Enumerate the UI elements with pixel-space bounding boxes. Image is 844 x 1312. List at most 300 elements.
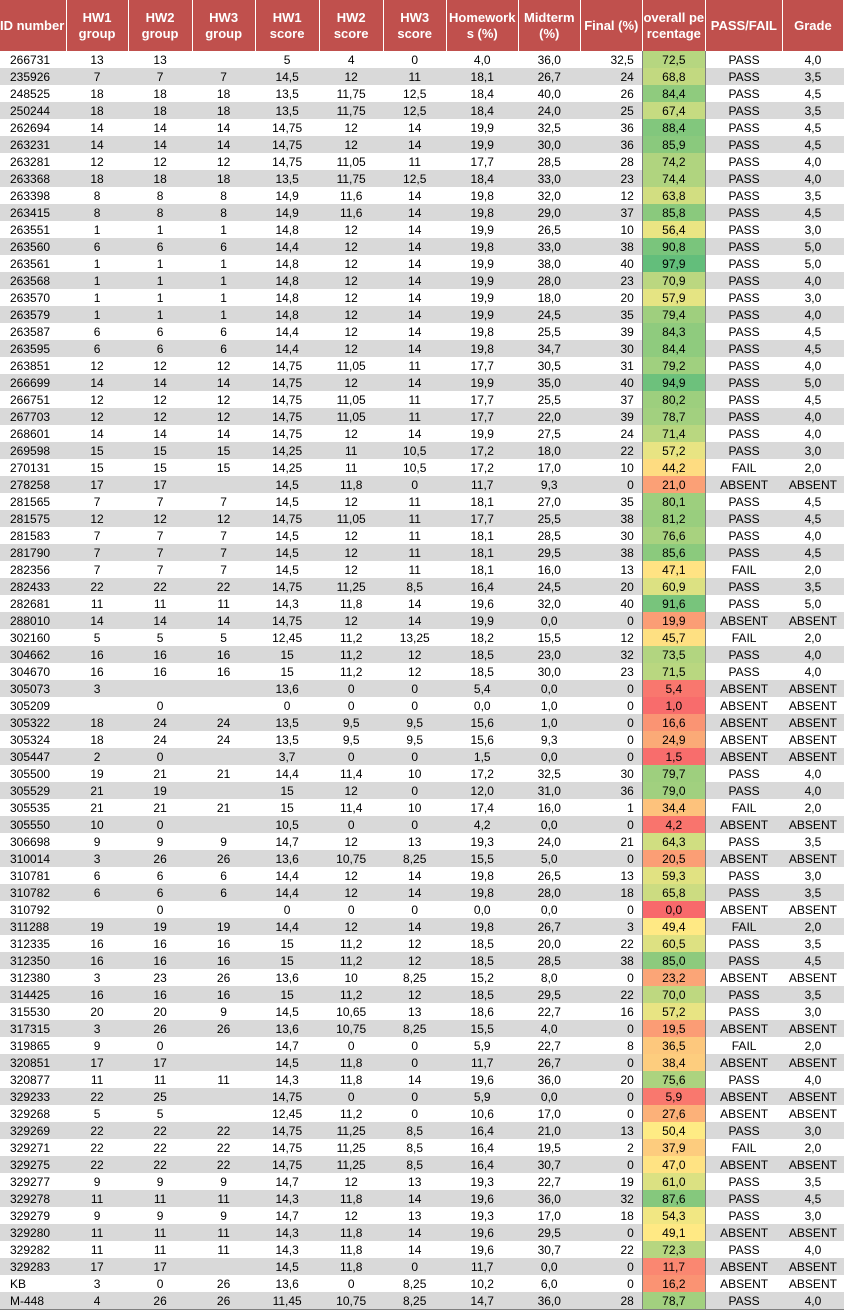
- final-pct-cell[interactable]: 32: [580, 646, 642, 663]
- final-pct-cell[interactable]: 0: [580, 1156, 642, 1173]
- homeworks-pct-cell[interactable]: 18,2: [446, 629, 518, 646]
- pass-fail-cell[interactable]: PASS: [705, 578, 782, 595]
- midterm-pct-cell[interactable]: 32,5: [518, 119, 580, 136]
- hw2-group-cell[interactable]: 8: [128, 204, 192, 221]
- hw2-score-cell[interactable]: 11,2: [319, 952, 383, 969]
- final-pct-cell[interactable]: 38: [580, 952, 642, 969]
- homeworks-pct-cell[interactable]: 12,0: [446, 782, 518, 799]
- hw2-group-cell[interactable]: 9: [128, 1173, 192, 1190]
- hw3-score-cell[interactable]: 14: [383, 1071, 446, 1088]
- id-number-cell[interactable]: 329277: [0, 1173, 66, 1190]
- hw1-group-cell[interactable]: 16: [66, 646, 128, 663]
- hw1-score-cell[interactable]: 14,5: [255, 1258, 319, 1275]
- hw1-group-cell[interactable]: 7: [66, 561, 128, 578]
- homeworks-pct-cell[interactable]: 19,9: [446, 119, 518, 136]
- midterm-pct-cell[interactable]: 32,5: [518, 765, 580, 782]
- id-number-cell[interactable]: 302160: [0, 629, 66, 646]
- final-pct-cell[interactable]: 21: [580, 833, 642, 850]
- overall-pct-cell[interactable]: 88,4: [642, 119, 705, 136]
- homeworks-pct-cell[interactable]: 18,1: [446, 561, 518, 578]
- homeworks-pct-cell[interactable]: 0,0: [446, 901, 518, 918]
- midterm-pct-cell[interactable]: 24,5: [518, 306, 580, 323]
- pass-fail-cell[interactable]: PASS: [705, 170, 782, 187]
- hw2-group-cell[interactable]: 14: [128, 374, 192, 391]
- hw2-score-cell[interactable]: 12: [319, 425, 383, 442]
- header-grade[interactable]: Grade: [782, 0, 843, 51]
- pass-fail-cell[interactable]: PASS: [705, 136, 782, 153]
- homeworks-pct-cell[interactable]: 11,7: [446, 1258, 518, 1275]
- grade-cell[interactable]: ABSENT: [782, 850, 843, 867]
- final-pct-cell[interactable]: 36: [580, 119, 642, 136]
- hw1-group-cell[interactable]: 12: [66, 357, 128, 374]
- hw2-score-cell[interactable]: 12: [319, 340, 383, 357]
- hw3-score-cell[interactable]: 13: [383, 1173, 446, 1190]
- homeworks-pct-cell[interactable]: 18,6: [446, 1003, 518, 1020]
- hw3-score-cell[interactable]: 8,5: [383, 1139, 446, 1156]
- id-number-cell[interactable]: 266699: [0, 374, 66, 391]
- hw3-group-cell[interactable]: 14: [192, 119, 255, 136]
- hw2-group-cell[interactable]: 1: [128, 272, 192, 289]
- final-pct-cell[interactable]: 1: [580, 799, 642, 816]
- final-pct-cell[interactable]: 19: [580, 1173, 642, 1190]
- hw3-score-cell[interactable]: 14: [383, 425, 446, 442]
- hw3-group-cell[interactable]: 26: [192, 850, 255, 867]
- final-pct-cell[interactable]: 13: [580, 561, 642, 578]
- hw2-score-cell[interactable]: 11,25: [319, 1122, 383, 1139]
- final-pct-cell[interactable]: 13: [580, 867, 642, 884]
- hw2-group-cell[interactable]: 11: [128, 595, 192, 612]
- final-pct-cell[interactable]: 0: [580, 731, 642, 748]
- midterm-pct-cell[interactable]: 0,0: [518, 680, 580, 697]
- homeworks-pct-cell[interactable]: 17,7: [446, 510, 518, 527]
- midterm-pct-cell[interactable]: 30,5: [518, 357, 580, 374]
- hw1-group-cell[interactable]: 11: [66, 1224, 128, 1241]
- final-pct-cell[interactable]: 0: [580, 1224, 642, 1241]
- hw2-score-cell[interactable]: 11,05: [319, 510, 383, 527]
- hw2-group-cell[interactable]: 24: [128, 714, 192, 731]
- hw2-group-cell[interactable]: 18: [128, 102, 192, 119]
- hw3-group-cell[interactable]: 26: [192, 1292, 255, 1310]
- overall-pct-cell[interactable]: 38,4: [642, 1054, 705, 1071]
- hw2-group-cell[interactable]: 17: [128, 1258, 192, 1275]
- id-number-cell[interactable]: 263595: [0, 340, 66, 357]
- hw2-score-cell[interactable]: 12: [319, 884, 383, 901]
- grade-cell[interactable]: 4,5: [782, 119, 843, 136]
- hw2-score-cell[interactable]: 0: [319, 697, 383, 714]
- id-number-cell[interactable]: KB: [0, 1275, 66, 1292]
- hw2-score-cell[interactable]: 10,75: [319, 1020, 383, 1037]
- hw1-group-cell[interactable]: 6: [66, 340, 128, 357]
- hw3-score-cell[interactable]: 14: [383, 306, 446, 323]
- hw3-score-cell[interactable]: 0: [383, 51, 446, 68]
- hw3-group-cell[interactable]: [192, 1105, 255, 1122]
- hw1-group-cell[interactable]: 7: [66, 527, 128, 544]
- id-number-cell[interactable]: 312350: [0, 952, 66, 969]
- header-hw2-group[interactable]: HW2 group: [128, 0, 192, 51]
- overall-pct-cell[interactable]: 20,5: [642, 850, 705, 867]
- homeworks-pct-cell[interactable]: 5,9: [446, 1088, 518, 1105]
- hw1-score-cell[interactable]: 15: [255, 782, 319, 799]
- hw3-group-cell[interactable]: 26: [192, 1020, 255, 1037]
- hw3-group-cell[interactable]: 15: [192, 459, 255, 476]
- midterm-pct-cell[interactable]: 0,0: [518, 816, 580, 833]
- hw2-group-cell[interactable]: 17: [128, 1054, 192, 1071]
- grade-cell[interactable]: 2,0: [782, 1037, 843, 1054]
- hw3-score-cell[interactable]: 0: [383, 697, 446, 714]
- final-pct-cell[interactable]: 30: [580, 340, 642, 357]
- grade-cell[interactable]: 5,0: [782, 595, 843, 612]
- pass-fail-cell[interactable]: PASS: [705, 1071, 782, 1088]
- midterm-pct-cell[interactable]: 9,3: [518, 476, 580, 493]
- hw2-score-cell[interactable]: 11,8: [319, 595, 383, 612]
- midterm-pct-cell[interactable]: 16,0: [518, 561, 580, 578]
- overall-pct-cell[interactable]: 85,9: [642, 136, 705, 153]
- final-pct-cell[interactable]: 8: [580, 1037, 642, 1054]
- overall-pct-cell[interactable]: 65,8: [642, 884, 705, 901]
- overall-pct-cell[interactable]: 34,4: [642, 799, 705, 816]
- hw3-group-cell[interactable]: [192, 680, 255, 697]
- final-pct-cell[interactable]: 13: [580, 1122, 642, 1139]
- header-homeworks-pct[interactable]: Homeworks (%): [446, 0, 518, 51]
- id-number-cell[interactable]: 329275: [0, 1156, 66, 1173]
- hw2-score-cell[interactable]: 11,25: [319, 578, 383, 595]
- midterm-pct-cell[interactable]: 26,7: [518, 918, 580, 935]
- homeworks-pct-cell[interactable]: 17,7: [446, 408, 518, 425]
- hw2-score-cell[interactable]: 12: [319, 493, 383, 510]
- pass-fail-cell[interactable]: PASS: [705, 663, 782, 680]
- hw3-group-cell[interactable]: 6: [192, 238, 255, 255]
- overall-pct-cell[interactable]: 60,9: [642, 578, 705, 595]
- hw1-score-cell[interactable]: 14,3: [255, 1224, 319, 1241]
- hw1-group-cell[interactable]: 15: [66, 459, 128, 476]
- midterm-pct-cell[interactable]: 0,0: [518, 1258, 580, 1275]
- hw2-score-cell[interactable]: 11,05: [319, 153, 383, 170]
- hw2-score-cell[interactable]: 12: [319, 68, 383, 85]
- id-number-cell[interactable]: 262694: [0, 119, 66, 136]
- pass-fail-cell[interactable]: PASS: [705, 935, 782, 952]
- hw1-score-cell[interactable]: 14,4: [255, 884, 319, 901]
- hw1-score-cell[interactable]: 14,9: [255, 204, 319, 221]
- homeworks-pct-cell[interactable]: 18,4: [446, 170, 518, 187]
- hw1-group-cell[interactable]: 15: [66, 442, 128, 459]
- hw3-group-cell[interactable]: 12: [192, 510, 255, 527]
- hw1-group-cell[interactable]: 14: [66, 136, 128, 153]
- hw3-group-cell[interactable]: 1: [192, 289, 255, 306]
- pass-fail-cell[interactable]: PASS: [705, 884, 782, 901]
- pass-fail-cell[interactable]: PASS: [705, 408, 782, 425]
- grade-cell[interactable]: 3,5: [782, 102, 843, 119]
- hw1-group-cell[interactable]: 12: [66, 153, 128, 170]
- overall-pct-cell[interactable]: 60,5: [642, 935, 705, 952]
- hw3-group-cell[interactable]: 16: [192, 986, 255, 1003]
- homeworks-pct-cell[interactable]: 18,5: [446, 935, 518, 952]
- hw3-score-cell[interactable]: 11: [383, 391, 446, 408]
- hw2-group-cell[interactable]: 1: [128, 255, 192, 272]
- midterm-pct-cell[interactable]: 1,0: [518, 697, 580, 714]
- hw2-group-cell[interactable]: 9: [128, 1207, 192, 1224]
- hw2-score-cell[interactable]: 12: [319, 119, 383, 136]
- final-pct-cell[interactable]: 0: [580, 476, 642, 493]
- hw3-score-cell[interactable]: 8,25: [383, 969, 446, 986]
- hw1-score-cell[interactable]: 14,7: [255, 833, 319, 850]
- midterm-pct-cell[interactable]: 22,7: [518, 1003, 580, 1020]
- hw1-score-cell[interactable]: 14,3: [255, 595, 319, 612]
- id-number-cell[interactable]: 281790: [0, 544, 66, 561]
- hw1-score-cell[interactable]: 14,3: [255, 1190, 319, 1207]
- homeworks-pct-cell[interactable]: 18,1: [446, 544, 518, 561]
- overall-pct-cell[interactable]: 72,5: [642, 51, 705, 68]
- homeworks-pct-cell[interactable]: 18,1: [446, 527, 518, 544]
- hw3-score-cell[interactable]: 0: [383, 782, 446, 799]
- header-hw1-group[interactable]: HW1 group: [66, 0, 128, 51]
- id-number-cell[interactable]: 263231: [0, 136, 66, 153]
- hw1-score-cell[interactable]: 14,8: [255, 255, 319, 272]
- hw2-group-cell[interactable]: 0: [128, 1037, 192, 1054]
- hw3-group-cell[interactable]: 6: [192, 323, 255, 340]
- grade-cell[interactable]: 4,0: [782, 663, 843, 680]
- hw3-score-cell[interactable]: 13: [383, 1207, 446, 1224]
- overall-pct-cell[interactable]: 74,2: [642, 153, 705, 170]
- hw3-score-cell[interactable]: 9,5: [383, 714, 446, 731]
- hw1-score-cell[interactable]: 14,75: [255, 357, 319, 374]
- final-pct-cell[interactable]: 22: [580, 986, 642, 1003]
- hw3-group-cell[interactable]: 26: [192, 1275, 255, 1292]
- hw2-score-cell[interactable]: 11,2: [319, 646, 383, 663]
- hw3-score-cell[interactable]: 14: [383, 272, 446, 289]
- hw3-score-cell[interactable]: 14: [383, 612, 446, 629]
- hw2-group-cell[interactable]: 7: [128, 68, 192, 85]
- hw2-group-cell[interactable]: 6: [128, 238, 192, 255]
- grade-cell[interactable]: 3,0: [782, 1207, 843, 1224]
- hw1-score-cell[interactable]: 14,5: [255, 1054, 319, 1071]
- midterm-pct-cell[interactable]: 33,0: [518, 238, 580, 255]
- final-pct-cell[interactable]: 0: [580, 1275, 642, 1292]
- grade-cell[interactable]: 4,5: [782, 323, 843, 340]
- final-pct-cell[interactable]: 36: [580, 136, 642, 153]
- hw3-score-cell[interactable]: 12,5: [383, 102, 446, 119]
- overall-pct-cell[interactable]: 67,4: [642, 102, 705, 119]
- hw3-score-cell[interactable]: 11: [383, 357, 446, 374]
- midterm-pct-cell[interactable]: 4,0: [518, 1020, 580, 1037]
- hw2-score-cell[interactable]: 10,75: [319, 850, 383, 867]
- grade-cell[interactable]: 3,0: [782, 1122, 843, 1139]
- hw2-group-cell[interactable]: 7: [128, 493, 192, 510]
- header-overall-pct[interactable]: overall percentage: [642, 0, 705, 51]
- hw1-group-cell[interactable]: 5: [66, 1105, 128, 1122]
- hw2-score-cell[interactable]: 11,8: [319, 1190, 383, 1207]
- final-pct-cell[interactable]: 12: [580, 629, 642, 646]
- pass-fail-cell[interactable]: ABSENT: [705, 1088, 782, 1105]
- id-number-cell[interactable]: 304670: [0, 663, 66, 680]
- grade-cell[interactable]: ABSENT: [782, 816, 843, 833]
- midterm-pct-cell[interactable]: 36,0: [518, 1190, 580, 1207]
- pass-fail-cell[interactable]: PASS: [705, 1207, 782, 1224]
- homeworks-pct-cell[interactable]: 17,7: [446, 357, 518, 374]
- hw1-group-cell[interactable]: 22: [66, 1139, 128, 1156]
- pass-fail-cell[interactable]: PASS: [705, 493, 782, 510]
- id-number-cell[interactable]: 329278: [0, 1190, 66, 1207]
- midterm-pct-cell[interactable]: 28,5: [518, 153, 580, 170]
- final-pct-cell[interactable]: 35: [580, 493, 642, 510]
- hw1-score-cell[interactable]: 14,4: [255, 918, 319, 935]
- grade-cell[interactable]: 3,5: [782, 187, 843, 204]
- hw1-group-cell[interactable]: 7: [66, 544, 128, 561]
- homeworks-pct-cell[interactable]: 19,8: [446, 918, 518, 935]
- homeworks-pct-cell[interactable]: 15,6: [446, 714, 518, 731]
- pass-fail-cell[interactable]: ABSENT: [705, 476, 782, 493]
- hw1-score-cell[interactable]: 15: [255, 799, 319, 816]
- hw2-score-cell[interactable]: 12: [319, 544, 383, 561]
- hw3-group-cell[interactable]: 9: [192, 1003, 255, 1020]
- final-pct-cell[interactable]: 18: [580, 884, 642, 901]
- overall-pct-cell[interactable]: 54,3: [642, 1207, 705, 1224]
- hw1-group-cell[interactable]: 5: [66, 629, 128, 646]
- hw2-score-cell[interactable]: 0: [319, 901, 383, 918]
- overall-pct-cell[interactable]: 59,3: [642, 867, 705, 884]
- hw3-group-cell[interactable]: 1: [192, 221, 255, 238]
- final-pct-cell[interactable]: 37: [580, 204, 642, 221]
- homeworks-pct-cell[interactable]: 19,6: [446, 1190, 518, 1207]
- hw1-score-cell[interactable]: 13,5: [255, 102, 319, 119]
- hw2-score-cell[interactable]: 12: [319, 612, 383, 629]
- grade-cell[interactable]: 3,0: [782, 221, 843, 238]
- hw2-score-cell[interactable]: 11: [319, 442, 383, 459]
- hw1-group-cell[interactable]: 13: [66, 51, 128, 68]
- hw2-group-cell[interactable]: [128, 680, 192, 697]
- grade-cell[interactable]: 2,0: [782, 629, 843, 646]
- grade-cell[interactable]: 4,0: [782, 765, 843, 782]
- overall-pct-cell[interactable]: 64,3: [642, 833, 705, 850]
- pass-fail-cell[interactable]: PASS: [705, 221, 782, 238]
- midterm-pct-cell[interactable]: 29,5: [518, 986, 580, 1003]
- id-number-cell[interactable]: 312380: [0, 969, 66, 986]
- overall-pct-cell[interactable]: 36,5: [642, 1037, 705, 1054]
- hw1-group-cell[interactable]: 8: [66, 204, 128, 221]
- hw3-group-cell[interactable]: 19: [192, 918, 255, 935]
- grade-cell[interactable]: 3,5: [782, 833, 843, 850]
- midterm-pct-cell[interactable]: 30,0: [518, 136, 580, 153]
- hw1-group-cell[interactable]: 18: [66, 714, 128, 731]
- hw3-group-cell[interactable]: [192, 1037, 255, 1054]
- hw1-score-cell[interactable]: 14,75: [255, 612, 319, 629]
- pass-fail-cell[interactable]: PASS: [705, 204, 782, 221]
- hw2-group-cell[interactable]: 0: [128, 697, 192, 714]
- pass-fail-cell[interactable]: FAIL: [705, 799, 782, 816]
- midterm-pct-cell[interactable]: 30,7: [518, 1241, 580, 1258]
- grade-cell[interactable]: 4,5: [782, 340, 843, 357]
- overall-pct-cell[interactable]: 71,4: [642, 425, 705, 442]
- midterm-pct-cell[interactable]: 29,5: [518, 544, 580, 561]
- homeworks-pct-cell[interactable]: 19,3: [446, 1173, 518, 1190]
- hw2-group-cell[interactable]: 6: [128, 867, 192, 884]
- id-number-cell[interactable]: 263587: [0, 323, 66, 340]
- pass-fail-cell[interactable]: PASS: [705, 357, 782, 374]
- midterm-pct-cell[interactable]: 25,5: [518, 323, 580, 340]
- pass-fail-cell[interactable]: PASS: [705, 1122, 782, 1139]
- overall-pct-cell[interactable]: 85,8: [642, 204, 705, 221]
- final-pct-cell[interactable]: 39: [580, 323, 642, 340]
- hw3-score-cell[interactable]: 11: [383, 561, 446, 578]
- homeworks-pct-cell[interactable]: 5,4: [446, 680, 518, 697]
- final-pct-cell[interactable]: 28: [580, 1292, 642, 1310]
- hw2-score-cell[interactable]: 11,8: [319, 1071, 383, 1088]
- hw2-group-cell[interactable]: 14: [128, 612, 192, 629]
- hw2-group-cell[interactable]: 19: [128, 918, 192, 935]
- hw2-group-cell[interactable]: 11: [128, 1071, 192, 1088]
- hw3-score-cell[interactable]: 8,5: [383, 1122, 446, 1139]
- hw3-group-cell[interactable]: 26: [192, 969, 255, 986]
- hw1-score-cell[interactable]: 13,6: [255, 1275, 319, 1292]
- homeworks-pct-cell[interactable]: 4,2: [446, 816, 518, 833]
- hw3-score-cell[interactable]: 14: [383, 204, 446, 221]
- final-pct-cell[interactable]: 20: [580, 289, 642, 306]
- overall-pct-cell[interactable]: 79,7: [642, 765, 705, 782]
- hw2-score-cell[interactable]: 11,4: [319, 765, 383, 782]
- hw2-group-cell[interactable]: 18: [128, 85, 192, 102]
- grade-cell[interactable]: ABSENT: [782, 680, 843, 697]
- grade-cell[interactable]: 2,0: [782, 799, 843, 816]
- hw2-group-cell[interactable]: 14: [128, 119, 192, 136]
- midterm-pct-cell[interactable]: 17,0: [518, 459, 580, 476]
- hw2-group-cell[interactable]: 22: [128, 1122, 192, 1139]
- grade-cell[interactable]: 5,0: [782, 374, 843, 391]
- grade-cell[interactable]: ABSENT: [782, 901, 843, 918]
- pass-fail-cell[interactable]: ABSENT: [705, 680, 782, 697]
- hw3-group-cell[interactable]: [192, 1088, 255, 1105]
- hw3-score-cell[interactable]: 0: [383, 816, 446, 833]
- pass-fail-cell[interactable]: ABSENT: [705, 731, 782, 748]
- grade-cell[interactable]: 5,0: [782, 238, 843, 255]
- grade-cell[interactable]: ABSENT: [782, 697, 843, 714]
- hw3-score-cell[interactable]: 11: [383, 493, 446, 510]
- hw2-score-cell[interactable]: 11,05: [319, 391, 383, 408]
- hw3-group-cell[interactable]: 7: [192, 493, 255, 510]
- hw1-score-cell[interactable]: 14,75: [255, 425, 319, 442]
- midterm-pct-cell[interactable]: 34,7: [518, 340, 580, 357]
- hw1-score-cell[interactable]: 14,5: [255, 527, 319, 544]
- hw1-score-cell[interactable]: 3,7: [255, 748, 319, 765]
- final-pct-cell[interactable]: 30: [580, 765, 642, 782]
- homeworks-pct-cell[interactable]: 17,7: [446, 153, 518, 170]
- hw1-score-cell[interactable]: 13,5: [255, 170, 319, 187]
- pass-fail-cell[interactable]: PASS: [705, 544, 782, 561]
- homeworks-pct-cell[interactable]: 19,8: [446, 867, 518, 884]
- final-pct-cell[interactable]: 23: [580, 170, 642, 187]
- midterm-pct-cell[interactable]: 9,3: [518, 731, 580, 748]
- hw3-group-cell[interactable]: 18: [192, 102, 255, 119]
- hw3-score-cell[interactable]: 12,5: [383, 170, 446, 187]
- pass-fail-cell[interactable]: PASS: [705, 391, 782, 408]
- grade-cell[interactable]: 4,0: [782, 1292, 843, 1310]
- hw3-score-cell[interactable]: 14: [383, 374, 446, 391]
- midterm-pct-cell[interactable]: 28,5: [518, 952, 580, 969]
- hw3-group-cell[interactable]: 7: [192, 561, 255, 578]
- homeworks-pct-cell[interactable]: 19,3: [446, 1207, 518, 1224]
- midterm-pct-cell[interactable]: 36,0: [518, 51, 580, 68]
- homeworks-pct-cell[interactable]: 19,6: [446, 1224, 518, 1241]
- overall-pct-cell[interactable]: 23,2: [642, 969, 705, 986]
- midterm-pct-cell[interactable]: 5,0: [518, 850, 580, 867]
- id-number-cell[interactable]: 281575: [0, 510, 66, 527]
- final-pct-cell[interactable]: 40: [580, 255, 642, 272]
- hw3-group-cell[interactable]: 1: [192, 255, 255, 272]
- grade-cell[interactable]: ABSENT: [782, 1156, 843, 1173]
- grade-cell[interactable]: ABSENT: [782, 1020, 843, 1037]
- overall-pct-cell[interactable]: 74,4: [642, 170, 705, 187]
- hw3-score-cell[interactable]: 8,5: [383, 1156, 446, 1173]
- final-pct-cell[interactable]: 0: [580, 612, 642, 629]
- grade-cell[interactable]: 4,5: [782, 493, 843, 510]
